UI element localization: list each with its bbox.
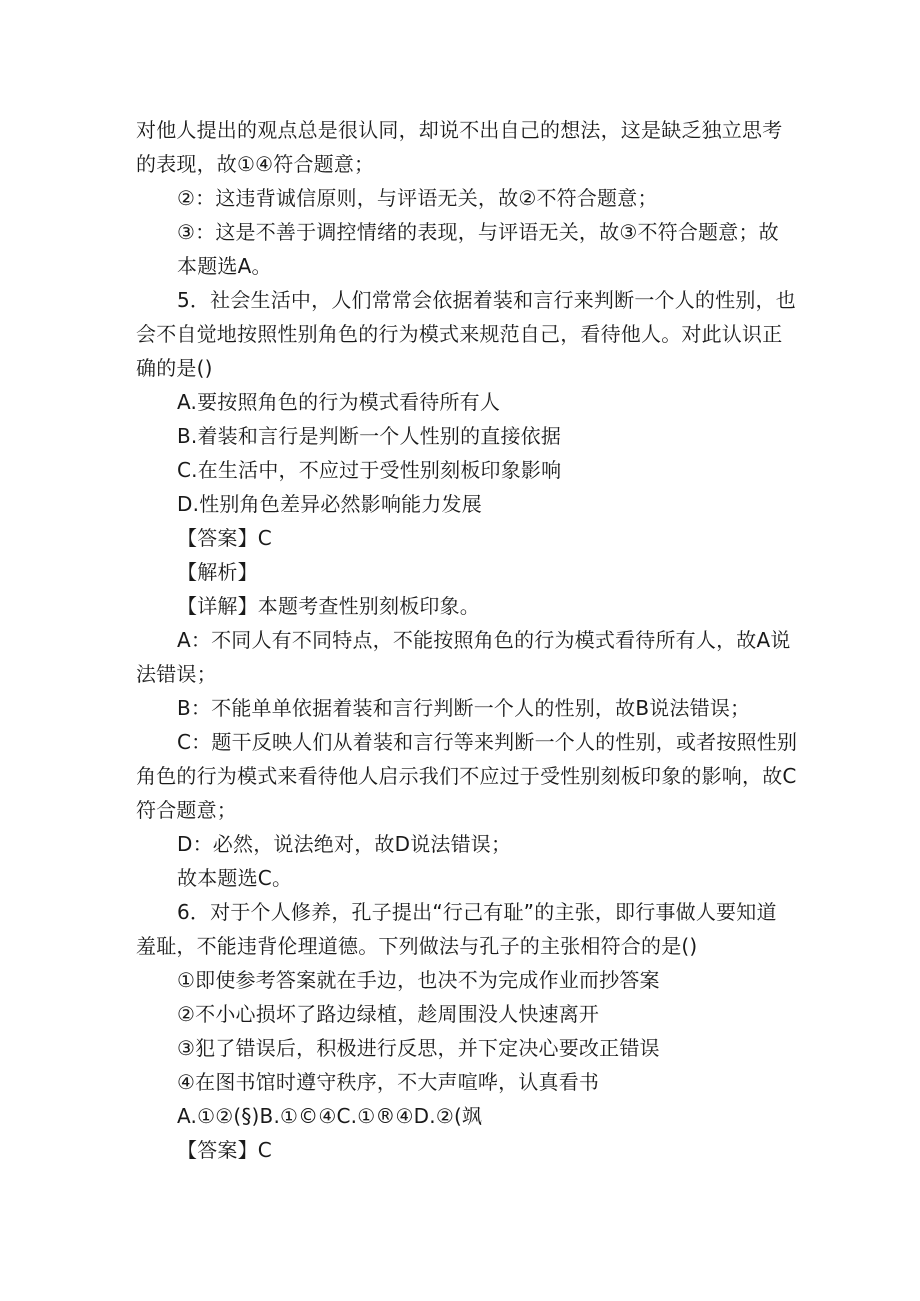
text-line: 故本题选C。 [177, 866, 293, 890]
option-c: C.在生活中，不应过于受性别刻板印象影响 [177, 458, 562, 482]
options-line: A.①②(§)B.①©④C.①®④D.②(飒 [177, 1104, 483, 1128]
text-line: 本题选A。 [177, 254, 272, 278]
text-line: 符合题意； [136, 798, 237, 822]
answer-label: 【答案】C [177, 526, 272, 550]
text-line: C：题干反映人们从着装和言行等来判断一个人的性别，或者按照性别 [177, 730, 798, 754]
analysis-label: 【解析】 [177, 560, 258, 584]
question-6-line: 6．对于个人修养，孔子提出“行己有耻”的主张，即行事做人要知道 [177, 900, 777, 924]
statement-3: ③犯了错误后，积极进行反思，并下定决心要改正错误 [177, 1036, 660, 1060]
statement-2: ②不小心损坏了路边绿植，趁周围没人快速离开 [177, 1002, 600, 1026]
statement-1: ①即使参考答案就在手边，也决不为完成作业而抄答案 [177, 968, 660, 992]
text-line: 羞耻，不能违背伦理道德。下列做法与孔子的主张相符合的是() [136, 934, 698, 958]
text-line: 的表现，故①④符合题意； [136, 152, 375, 176]
text-line: A：不同人有不同特点，不能按照角色的行为模式看待所有人，故A说 [177, 628, 791, 652]
text-line: B：不能单单依据着装和言行判断一个人的性别，故B说法错误； [177, 696, 751, 720]
option-a: A.要按照角色的行为模式看待所有人 [177, 390, 501, 414]
option-b: B.着装和言行是判断一个人性别的直接依据 [177, 424, 562, 448]
text-line: 确的是() [136, 356, 213, 380]
detail-label: 【详解】本题考查性别刻板印象。 [177, 594, 480, 618]
statement-4: ④在图书馆时遵守秩序，不大声喧哗，认真看书 [177, 1070, 600, 1094]
text-line: ③：这是不善于调控情绪的表现，与评语无关，故③不符合题意；故 [177, 220, 779, 244]
option-d: D.性别角色差异必然影响能力发展 [177, 492, 482, 516]
text-line: 对他人提出的观点总是很认同，却说不出自己的想法，这是缺乏独立思考 [136, 118, 783, 142]
answer-label: 【答案】C [177, 1138, 272, 1162]
text-line: ②：这违背诚信原则，与评语无关，故②不符合题意； [177, 186, 658, 210]
text-line: 角色的行为模式来看待他人启示我们不应过于受性别刻板印象的影响，故C [136, 764, 797, 788]
question-5-line: 5．社会生活中，人们常常会依据着装和言行来判断一个人的性别，也 [177, 288, 796, 312]
text-line: 会不自觉地按照性别角色的行为模式来规范自己，看待他人。对此认识正 [136, 322, 783, 346]
text-line: 法错误； [136, 662, 217, 686]
text-line: D：必然，说法绝对，故D说法错误； [177, 832, 512, 856]
